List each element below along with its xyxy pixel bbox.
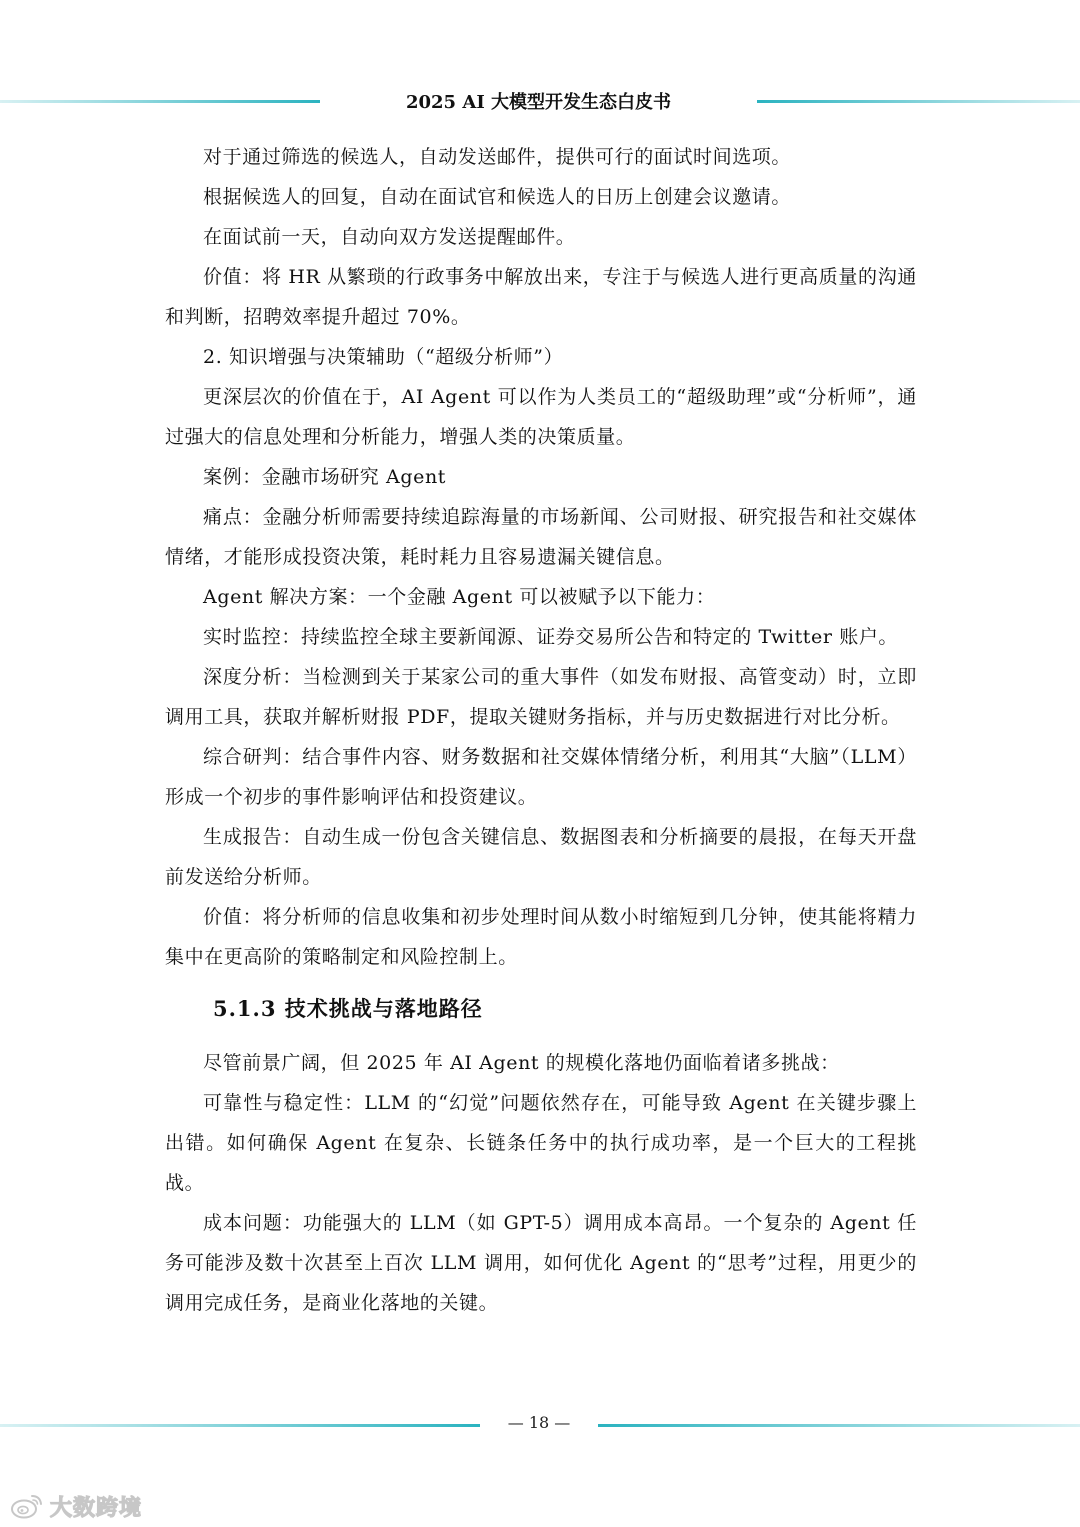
header-rule-right (757, 100, 1080, 103)
weibo-logo-icon (10, 1492, 44, 1520)
footer-rule-right (598, 1424, 1080, 1427)
watermark-text: 大数跨境 (50, 1495, 143, 1521)
watermark (10, 1490, 142, 1522)
paragraph: 对于通过筛选的候选人，自动发送邮件，提供可行的面试时间选项。 (203, 146, 792, 168)
paragraph: 痛点：金融分析师需要持续追踪海量的市场新闻、公司财报、研究报告和社交媒体情绪，才能形成投资决策，耗时耗力且容易遗漏关键信息。 (165, 506, 917, 568)
paragraph: 在面试前一天，自动向双方发送提醒邮件。 (203, 226, 576, 248)
paragraph: 价值：将分析师的信息收集和初步处理时间从数小时缩短到几分钟，使其能将精力集中在更高阶的策略制定和风险控制上。 (165, 906, 917, 968)
paragraph: 深度分析：当检测到关于某家公司的重大事件（如发布财报、高管变动）时，立即调用工具，获取并解析财报 PDF，提取关键财务指标，并与历史数据进行对比分析。 (165, 666, 917, 728)
footer-rule-left (0, 1424, 480, 1427)
paragraph: 生成报告：自动生成一份包含关键信息、数据图表和分析摘要的晨报，在每天开盘前发送给分析师。 (165, 826, 917, 888)
document-body (165, 137, 917, 1323)
page-number: — 18 — (507, 1413, 571, 1432)
paragraph: 价值：将 HR 从繁琐的行政事务中解放出来，专注于与候选人进行更高质量的沟通和判断，招聘效率提升超过 70%。 (165, 266, 917, 328)
paragraph: 可靠性与稳定性：LLM 的“幻觉”问题依然存在，可能导致 Agent 在关键步骤上出错。如何确保 Agent 在复杂、长链条任务中的执行成功率，是一个巨大的工程挑战。 (165, 1092, 917, 1194)
paragraph: 实时监控：持续监控全球主要新闻源、证券交易所公告和特定的 Twitter 账户。 (203, 626, 899, 648)
paragraph: 案例：金融市场研究 Agent (203, 466, 447, 488)
paragraph: 根据候选人的回复，自动在面试官和候选人的日历上创建会议邀请。 (203, 186, 792, 208)
paragraph: 更深层次的价值在于，AI Agent 可以作为人类员工的“超级助理”或“分析师”，通过强大的信息处理和分析能力，增强人类的决策质量。 (165, 386, 917, 448)
subsection-heading: 2. 知识增强与决策辅助（“超级分析师”） (203, 346, 564, 368)
section-title: 5.1.3 技术挑战与落地路径 (213, 996, 483, 1021)
paragraph: 成本问题：功能强大的 LLM（如 GPT-5）调用成本高昂。一个复杂的 Agent 任务可能涉及数十次甚至上百次 LLM 调用，如何优化 Agent 的“思考”过程，用更少的调用完成任务，是商业化落地的关键。 (165, 1212, 917, 1314)
header-rule-left (0, 100, 320, 103)
paragraph: Agent 解决方案：一个金融 Agent 可以被赋予以下能力： (203, 586, 716, 608)
paragraph: 综合研判：结合事件内容、财务数据和社交媒体情绪分析，利用其“大脑”（LLM）形成一个初步的事件影响评估和投资建议。 (165, 746, 917, 808)
paragraph: 尽管前景广阔，但 2025 年 AI Agent 的规模化落地仍面临着诸多挑战： (203, 1052, 840, 1074)
header-title: 2025 AI 大模型开发生态白皮书 (405, 92, 671, 113)
